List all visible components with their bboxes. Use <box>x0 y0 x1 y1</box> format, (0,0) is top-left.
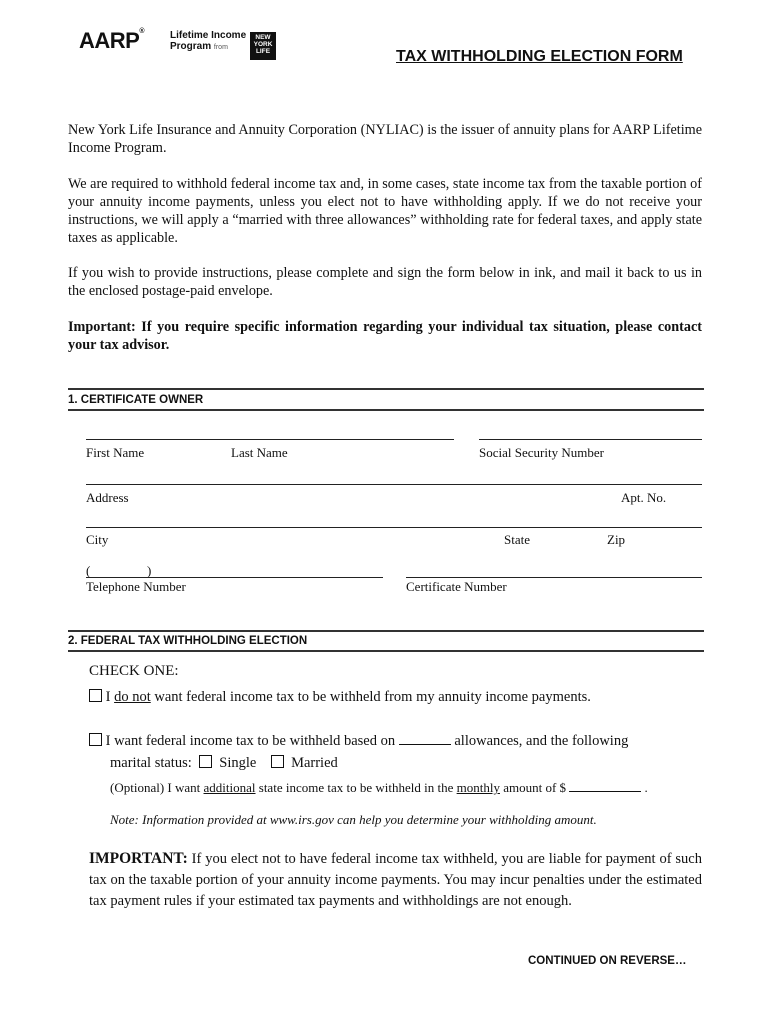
first-name-label: First Name <box>86 445 145 460</box>
phone-area-close: ) <box>147 563 152 578</box>
intro-paragraph-withholding: We are required to withhold federal income tax and, in some cases, state income tax from the taxable portion of your annuity income payments, unless you elect not to have withholding apply. If we do not receive your instructions, we will apply a “married with three allowances” withholding rate for federal taxes, and apply state taxes as applicable. <box>68 176 702 246</box>
registered-mark: ® <box>139 28 145 35</box>
aarp-logo <box>79 28 144 54</box>
city-state-zip-field[interactable] <box>86 527 702 528</box>
optional-additional: additional <box>203 780 256 795</box>
new-york-life-logo <box>250 32 276 60</box>
program-logo <box>170 30 246 53</box>
nyl-line2: YORK <box>253 41 273 48</box>
optional-state-tax-row <box>110 780 648 796</box>
intro-paragraph-instructions: If you wish to provide instructions, please complete and sign the form below in ink, and mail it back to us in the enclosed postage-paid envelope. <box>68 265 702 299</box>
option-withholding <box>89 733 628 750</box>
intro-paragraph-issuer: New York Life Insurance and Annuity Corporation (NYLIAC) is the issuer of annuity plans for AARP Lifetime Income Program. <box>68 122 702 156</box>
name-field[interactable] <box>86 439 454 440</box>
aarp-wordmark: AARP <box>79 28 140 53</box>
section1-top-rule <box>68 388 704 390</box>
program-from: from <box>213 44 228 51</box>
certificate-number-field[interactable] <box>406 577 702 578</box>
important-liability-notice <box>89 848 702 912</box>
option-no-withholding <box>89 689 591 706</box>
single-label: Single <box>219 755 257 771</box>
opt2-pre: I want federal income tax to be withheld based on <box>105 733 396 749</box>
optional-a: (Optional) I want <box>110 780 204 795</box>
marital-status-row <box>110 755 338 772</box>
married-label: Married <box>291 755 338 771</box>
optional-c: state income tax to be withheld in the <box>255 780 457 795</box>
no-withholding-checkbox[interactable] <box>89 689 102 702</box>
nyl-line3: LIFE <box>255 48 271 55</box>
section2-bottom-rule <box>68 650 704 652</box>
zip-label: Zip <box>607 532 626 547</box>
opt1-do-not: do not <box>114 689 151 705</box>
address-label: Address <box>86 490 129 505</box>
section1-bottom-rule <box>68 409 704 411</box>
important-label: IMPORTANT: <box>89 850 188 867</box>
phone-area-open: ( <box>86 563 91 578</box>
nyl-line1: NEW <box>255 34 271 41</box>
last-name-label: Last Name <box>231 445 288 460</box>
state-tax-amount-field[interactable] <box>569 791 641 792</box>
allowances-field[interactable] <box>399 744 451 745</box>
opt1-pre: I <box>105 689 115 705</box>
important-text: If you elect not to have federal income tax withheld, you are liable for payment of such tax on the taxable portion of your annuity income payments. You may incur penalties under the estimated tax payment rules if your estimated tax payments and withholdings are not enough. <box>89 851 702 909</box>
telephone-field[interactable] <box>86 577 383 578</box>
check-one-label: CHECK ONE: <box>89 663 179 679</box>
apt-no-label: Apt. No. <box>621 490 667 505</box>
program-line1: Lifetime Income <box>170 30 247 41</box>
single-checkbox[interactable] <box>199 755 212 768</box>
section1-heading: 1. CERTIFICATE OWNER <box>68 394 204 406</box>
optional-monthly: monthly <box>456 780 500 795</box>
section2-top-rule <box>68 630 704 632</box>
optional-f: . <box>644 780 648 795</box>
marital-status-label: marital status: <box>110 755 192 771</box>
withholding-checkbox[interactable] <box>89 733 102 746</box>
form-title: TAX WITHHOLDING ELECTION FORM <box>396 48 683 65</box>
telephone-label: Telephone Number <box>86 579 186 594</box>
ssn-label: Social Security Number <box>479 445 604 460</box>
section2-heading: 2. FEDERAL TAX WITHHOLDING ELECTION <box>68 635 308 647</box>
intro-important-notice: Important: If you require specific information regarding your individual tax situation, please contact your tax advisor. <box>68 319 702 353</box>
optional-e: amount of $ <box>499 780 567 795</box>
irs-note: Note: Information provided at www.irs.gov can help you determine your withholding amount. <box>110 812 597 827</box>
certificate-number-label: Certificate Number <box>406 579 507 594</box>
ssn-field[interactable] <box>479 439 702 440</box>
city-label: City <box>86 532 109 547</box>
program-line2: Program <box>170 41 212 52</box>
state-label: State <box>504 532 530 547</box>
opt2-post: allowances, and the following <box>454 733 629 749</box>
address-field[interactable] <box>86 484 702 485</box>
married-checkbox[interactable] <box>271 755 284 768</box>
continued-on-reverse: CONTINUED ON REVERSE… <box>528 955 687 967</box>
opt1-post: want federal income tax to be withheld from my annuity income payments. <box>150 689 591 705</box>
